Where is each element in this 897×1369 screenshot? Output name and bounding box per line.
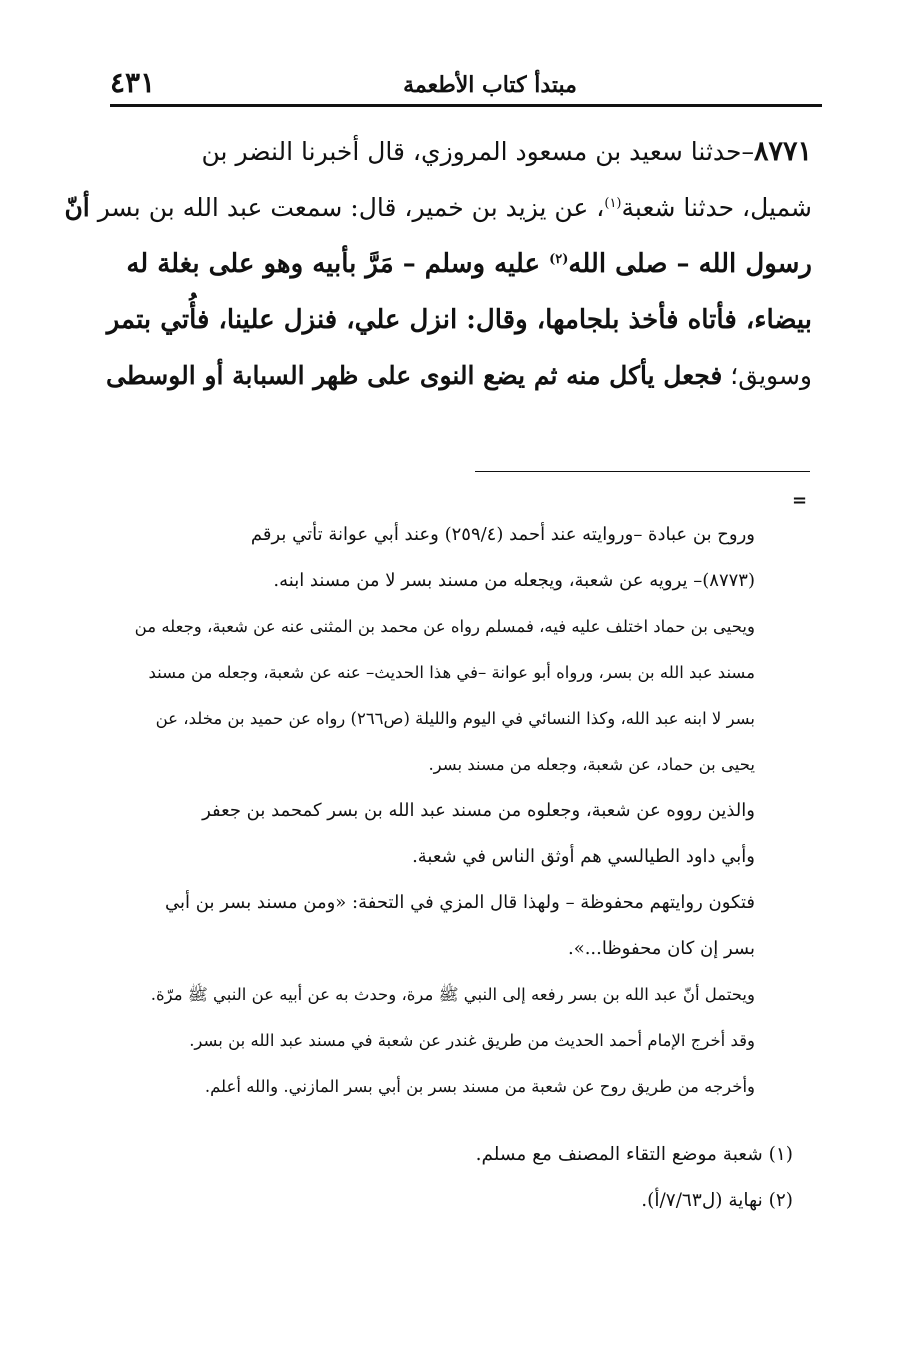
note-line: (٨٧٧٣)– يرويه عن شعبة، ويجعله من مسند بسر لا من مسند ابنه.	[273, 570, 755, 591]
footnote-separator	[475, 471, 810, 472]
main-line-5	[100, 348, 812, 404]
note-line: مسند عبد الله بن بسر، ورواه أبو عوانة –في هذا الحديث– عنه عن شعبة، وجعله من مسند	[148, 663, 755, 682]
note-line: بسر إن كان محفوظا...».	[567, 938, 755, 959]
main-line-5-text-a: وسويق؛	[722, 361, 812, 390]
continued-footnote	[95, 512, 755, 1110]
note-line: بسر لا ابنه عبد الله، وكذا النسائي في اليوم والليلة (ص٢٦٦) رواه عن حميد بن مخلد، عن	[155, 709, 755, 728]
page-header	[110, 66, 822, 106]
main-line-1-text: –حدثنا سعيد بن مسعود المروزي، قال أخبرنا النضر بن	[201, 137, 754, 166]
page-number: ٤٣١	[110, 66, 156, 99]
footnote-ref-1[interactable]: (١)	[604, 196, 622, 211]
note-line: وأبي داود الطيالسي هم أوثق الناس في شعبة.	[412, 846, 755, 867]
note-line: وروح بن عبادة –وروايته عند أحمد (٢٥٩/٤) وعند أبي عوانة تأتي برقم	[250, 524, 755, 545]
hadith-number: ٨٧٧١	[753, 136, 812, 167]
main-line-5-bold: فجعل يأكل منه ثم يضع النوى على ظهر السبابة أو الوسطى	[105, 361, 723, 390]
main-line-2-bold: أنّ	[64, 193, 90, 222]
main-line-3-text-a: رسول الله – صلى الله	[568, 249, 812, 279]
main-line-2-text-b: ، عن يزيد بن خمير، قال: سمعت عبد الله بن بسر	[89, 193, 605, 222]
note-line: وقد أخرج الإمام أحمد الحديث من طريق غندر عن شعبة في مسند عبد الله بن بسر.	[189, 1031, 755, 1050]
main-text	[64, 124, 812, 404]
main-line-3-text-b: عليه وسلم – مَرَّ بأبيه وهو على بغلة له	[126, 249, 550, 279]
note-line: وأخرجه من طريق روح عن شعبة من مسند بسر بن أبي بسر المازني. والله أعلم.	[204, 1077, 755, 1096]
note-line: ويحتمل أنّ عبد الله بن بسر رفعه إلى النبي ﷺ مرة، وحدث به عن أبيه عن النبي ﷺ مرّة.	[150, 985, 755, 1004]
running-title: مبتدأ كتاب الأطعمة	[403, 72, 577, 98]
continuation-mark: =	[792, 490, 808, 511]
header-rule	[110, 104, 822, 107]
note-line: فتكون روايتهم محفوظة – ولهذا قال المزي في التحفة: «ومن مسند بسر بن أبي	[165, 892, 755, 913]
main-line-3	[100, 236, 812, 292]
footnote-1: (١) شعبة موضع التقاء المصنف مع مسلم.	[475, 1144, 793, 1165]
note-line: يحيى بن حماد، عن شعبة، وجعله من مسند بسر.	[428, 755, 755, 774]
footnote-2: (٢) نهاية (ل٧/٦٣/أ).	[641, 1190, 793, 1211]
note-line: والذين رووه عن شعبة، وجعلوه من مسند عبد الله بن بسر كمحمد بن جعفر	[202, 800, 755, 821]
main-line-1	[100, 124, 812, 180]
main-line-4: بيضاء، فأتاه فأخذ بلجامها، وقال: انزل علي، فنزل علينا، فأُتي بتمر	[106, 305, 812, 335]
note-line: ويحيى بن حماد اختلف عليه فيه، فمسلم رواه عن محمد بن المثنى عنه عن شعبة، وجعله من	[134, 617, 755, 636]
footnotes	[95, 1132, 793, 1224]
main-line-2-text-a: شميل، حدثنا شعبة	[621, 193, 812, 222]
main-line-2	[64, 180, 812, 236]
footnote-ref-2[interactable]: (٢)	[549, 252, 569, 267]
